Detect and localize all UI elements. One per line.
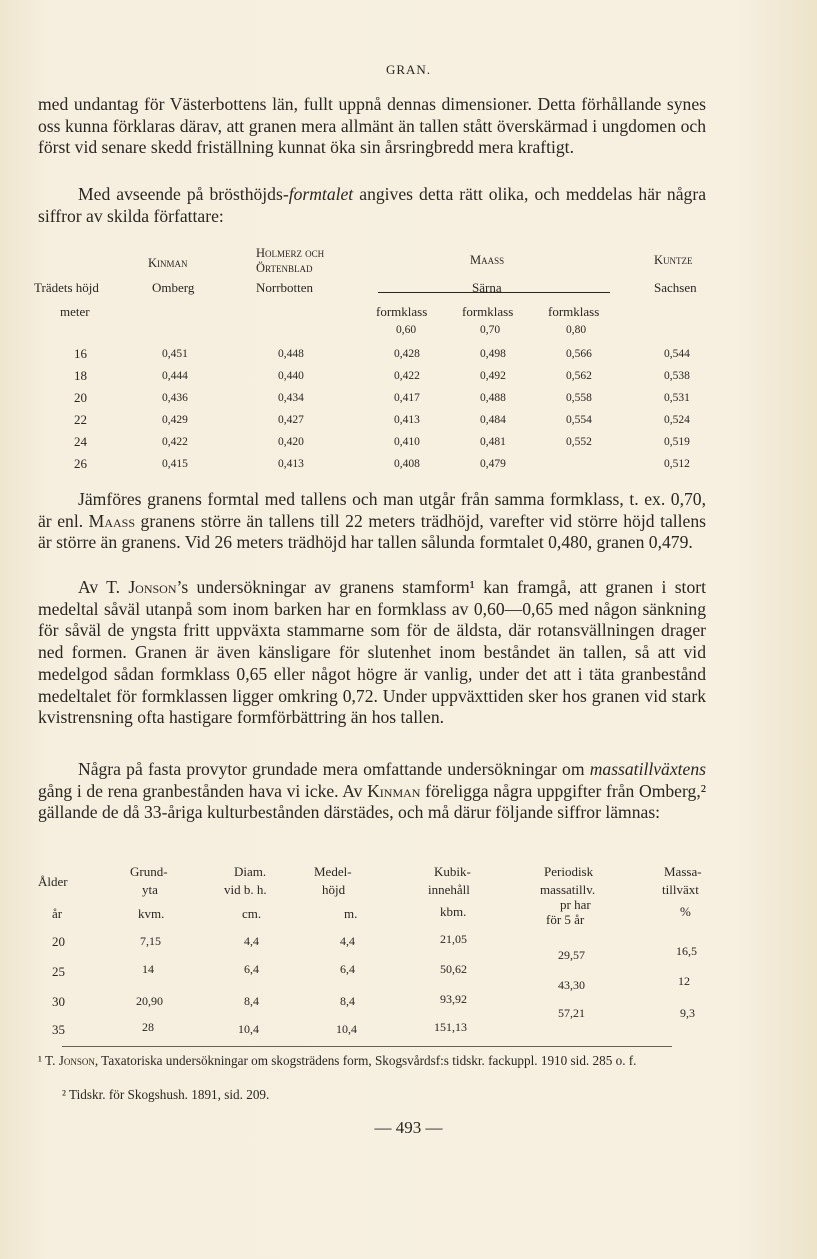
kubik-cell: 151,13 [434, 1020, 467, 1034]
fn1-part-b: , Taxatoriska undersökningar om skogsträdens form, Skogsvårdsf:s tidskr. fackuppl. 1910 sid. 285 o. f. [94, 1053, 637, 1068]
value-cell: 0,428 [394, 348, 420, 360]
unit-massa: % [680, 904, 691, 919]
kubik-cell: 93,92 [440, 992, 467, 1006]
place-sachsen: Sachsen [654, 280, 697, 295]
formtal-table [30, 244, 720, 484]
header-period-2: massatillv. [540, 882, 596, 897]
header-diam-2: vid b. h. [224, 882, 267, 897]
period-cell: 29,57 [558, 948, 585, 962]
p4-part-1: Av T. [78, 577, 129, 597]
value-cell: 0,544 [664, 348, 690, 360]
grund-cell: 14 [142, 962, 154, 976]
unit-alder: år [52, 906, 63, 921]
medel-cell: 10,4 [336, 1022, 357, 1036]
age-cell: 25 [52, 964, 65, 979]
p5-part-2: gång i de rena granbestånden hava vi icke. Av [38, 780, 368, 801]
medel-cell: 4,4 [340, 934, 355, 948]
value-cell: 0,481 [480, 436, 506, 448]
paragraph-1 [38, 94, 706, 159]
header-massa-2: tillväxt [662, 882, 699, 897]
unit-kubik: kbm. [440, 904, 467, 919]
row-label-hojd: Trädets höjd [34, 280, 99, 295]
author-kinman: Kinman [148, 256, 188, 270]
height-cell: 18 [74, 368, 87, 383]
header-grund-1: Grund- [130, 864, 168, 879]
paragraph-2 [38, 184, 706, 227]
value-cell: 0,444 [162, 370, 188, 382]
value-cell: 0,566 [566, 348, 592, 360]
p3-part-1: Jämföres granens formtal med tallens och man utgår från samma formklass, t. ex. 0,70, är enl. [38, 489, 706, 531]
paragraph-2-text [38, 184, 706, 227]
height-cell: 20 [74, 390, 87, 405]
paragraph-4 [38, 577, 706, 729]
value-cell: 0,479 [480, 458, 506, 470]
height-cell: 16 [74, 346, 87, 361]
unit-grund: kvm. [138, 906, 165, 921]
header-period-4: för 5 år [546, 912, 585, 927]
value-cell: 0,448 [278, 348, 304, 360]
diam-cell: 6,4 [244, 962, 259, 976]
header-medel-1: Medel- [314, 864, 352, 879]
p2-italic-formtalet: formtalet [288, 184, 354, 204]
value-cell: 0,422 [394, 370, 420, 382]
header-diam-1: Diam. [234, 864, 267, 879]
author-ortenblad: Örtenblad [256, 261, 313, 275]
diam-cell: 10,4 [238, 1022, 259, 1036]
value-cell: 0,519 [664, 436, 690, 448]
value-cell: 0,410 [394, 436, 420, 448]
place-sarna: Särna [472, 280, 502, 295]
header-alder: Ålder [38, 874, 68, 889]
diam-cell: 4,4 [244, 934, 259, 948]
grund-cell: 7,15 [140, 934, 161, 948]
kubik-cell: 21,05 [440, 932, 467, 946]
place-omberg: Omberg [152, 280, 195, 295]
p5-part-3: föreligga några uppgifter från Omberg,² gällande de då 33-åriga kulturbestånden därstädes, och må därur följande siffror lämnas: [38, 780, 706, 823]
value-cell: 0,440 [278, 370, 304, 382]
value-cell: 0,554 [566, 414, 592, 426]
height-cell: 22 [74, 412, 87, 427]
p5-part-1: Några på fasta provytor grundade mera omfattande undersökningar om [78, 759, 590, 779]
formklass-label-2: formklass [462, 304, 514, 319]
value-cell: 0,488 [480, 392, 506, 404]
formklass-label-3: formklass [548, 304, 600, 319]
grund-cell: 28 [142, 1020, 154, 1034]
value-cell: 0,436 [162, 392, 188, 404]
fn1-jonson: Jonson [58, 1053, 95, 1068]
value-cell: 0,524 [664, 414, 690, 426]
p3-part-2: granens större än tallens till 22 meters trädhöjd, varefter vid större höjd tallens är större än granens. Vid 26 meters trädhöjd har tallen sålunda formtalet 0,480, granen 0,479. [38, 510, 706, 553]
kubik-cell: 50,62 [440, 962, 467, 976]
value-cell: 0,498 [480, 348, 506, 360]
unit-diam: cm. [242, 906, 262, 921]
value-cell: 0,552 [566, 436, 592, 448]
maass-brace-line [378, 292, 610, 299]
p4-part-2: ’s undersökningar av granens stamform¹ kan framgå, att granen i stort medeltal såväl utanpå som inom barken har en formklass av 0,60—0,65 med någon sänkning för såväl de yngsta fritt uppväxta stammarne som för de äldsta, där rotansvällningen drager ned formen. Granen är även känsligare för slutenhet inom beståndet än tallen, så att vid medelgod sådan formklass 0,65 eller något högre är vanlig, under det att i täta granbestånd medeltalet för formklassen ligger omkring 0,72. Under uppväxttiden sker hos granen vid stark kvistrensning ofta hastigare formförbättring än hos tallen. [38, 577, 706, 728]
value-cell: 0,420 [278, 436, 304, 448]
paragraph-4-text [38, 577, 706, 729]
value-cell: 0,417 [394, 392, 420, 404]
massa-cell: 9,3 [680, 1006, 695, 1020]
running-head: GRAN. [385, 62, 432, 77]
formklass-value: 0,80 [566, 324, 587, 336]
value-cell: 0,451 [162, 348, 188, 360]
value-cell: 0,422 [162, 436, 188, 448]
medel-cell: 8,4 [340, 994, 355, 1008]
header-period-3: pr har [560, 897, 591, 912]
author-kuntze: Kuntze [654, 253, 693, 267]
page-number: — 493 — [374, 1118, 443, 1137]
formklass-value: 0,60 [396, 324, 417, 336]
header-medel-2: höjd [322, 882, 346, 897]
header-massa-1: Massa- [664, 864, 702, 879]
value-cell: 0,492 [480, 370, 506, 382]
value-cell: 0,427 [278, 414, 304, 426]
unit-medel: m. [344, 906, 358, 921]
footnote-rule [62, 1046, 672, 1047]
value-cell: 0,512 [664, 458, 690, 470]
p5-italic: massatillväxtens [589, 759, 706, 779]
value-cell: 0,558 [566, 392, 592, 404]
value-cell: 0,562 [566, 370, 592, 382]
value-cell: 0,413 [278, 458, 304, 470]
p2-part-a: Med avseende på brösthöjds- [78, 184, 289, 204]
age-cell: 30 [52, 994, 65, 1009]
diam-cell: 8,4 [244, 994, 259, 1008]
author-holmerz: Holmerz och [256, 246, 325, 260]
value-cell: 0,531 [664, 392, 690, 404]
paragraph-5 [38, 759, 706, 824]
massa-cell: 12 [678, 974, 690, 988]
height-cell: 24 [74, 434, 87, 449]
header-period-1: Periodisk [544, 864, 594, 879]
p5-kinman: Kinman [367, 780, 421, 801]
header-grund-2: yta [142, 882, 158, 897]
footnote-1 [38, 1052, 718, 1069]
header-kubik-1: Kubik- [434, 864, 471, 879]
massa-cell: 16,5 [676, 944, 697, 958]
place-norrbotten: Norrbotten [256, 280, 314, 295]
footnote-2: ² Tidskr. för Skogshush. 1891, sid. 209. [62, 1087, 270, 1102]
paragraph-5-text [38, 759, 706, 824]
p4-jonson: Jonson [128, 577, 177, 597]
paragraph-3-text [38, 489, 706, 554]
grund-cell: 20,90 [136, 994, 163, 1008]
formklass-label-1: formklass [376, 304, 428, 319]
paragraph-3 [38, 489, 706, 554]
age-cell: 35 [52, 1022, 65, 1037]
formklass-value: 0,70 [480, 324, 501, 336]
value-cell: 0,429 [162, 414, 188, 426]
period-cell: 43,30 [558, 978, 585, 992]
value-cell: 0,413 [394, 414, 420, 426]
p2-part-c: angives detta rätt olika, och meddelas här några siffror av skilda författare: [38, 184, 706, 226]
medel-cell: 6,4 [340, 962, 355, 976]
fn1-part-a: ¹ T. [38, 1053, 59, 1068]
row-label-meter: meter [60, 304, 90, 319]
height-cell: 26 [74, 456, 87, 471]
author-maass: Maass [470, 253, 505, 267]
p3-maass: Maass [88, 510, 135, 531]
value-cell: 0,484 [480, 414, 506, 426]
period-cell: 57,21 [558, 1006, 585, 1020]
value-cell: 0,434 [278, 392, 304, 404]
value-cell: 0,408 [394, 458, 420, 470]
age-cell: 20 [52, 934, 65, 949]
header-kubik-2: innehåll [428, 882, 470, 897]
value-cell: 0,415 [162, 458, 188, 470]
paragraph-1-text: med undantag för Västerbottens län, fullt uppnå dennas dimensioner. Detta förhållande synes oss kunna förklaras därav, att granen mera allmänt än tallen stått överskärmad i ungdomen och först vid senare skedd friställning kunnat öka sin årsringbredd mera kraftigt. [38, 94, 706, 158]
growth-table [30, 862, 720, 1042]
value-cell: 0,538 [664, 370, 690, 382]
